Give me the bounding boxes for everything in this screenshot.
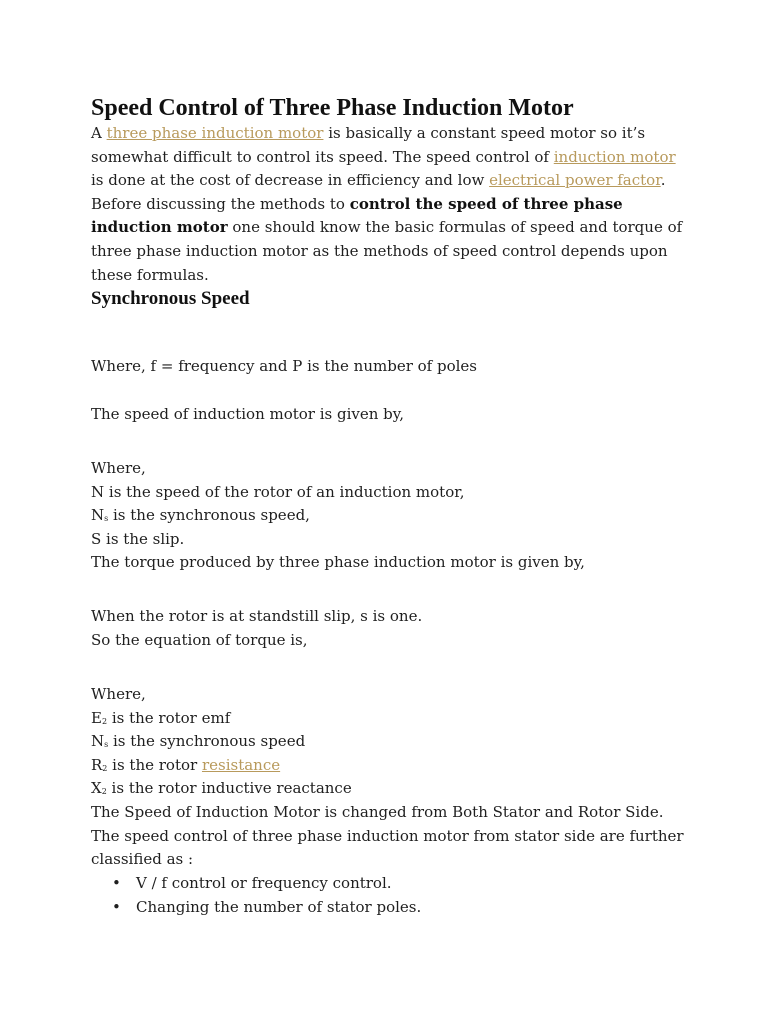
text-n-speed: N is the speed of the rotor of an induction motor, — [91, 482, 465, 501]
definitions-torque — [91, 683, 691, 872]
intro-text-4: . Before discussing the methods to — [91, 171, 666, 213]
intro-text-1: A — [91, 124, 107, 142]
text-ns-sub: s — [104, 514, 109, 524]
intro-bold-phrase: control the speed of three phase induction motor — [91, 194, 623, 237]
text-x2-sub: 2 — [101, 787, 107, 797]
text-ns2-main: N — [91, 732, 105, 751]
text-standstill: When the rotor is at standstill slip, s is one. — [91, 607, 423, 625]
list-item: • V / f control or frequency control. — [91, 872, 691, 896]
definitions-speed — [91, 457, 691, 575]
bullet-list — [91, 872, 691, 919]
text-where: Where, — [91, 459, 146, 477]
text-ns-main: N — [91, 506, 105, 525]
text-speed-changed: The Speed of Induction Motor is changed from Both Stator and Rotor Side. — [91, 802, 664, 821]
text-x2-main: X — [91, 779, 102, 798]
text-e2-main: E — [91, 708, 102, 727]
intro-text-3: is done at the cost of decrease in efficiency and low — [91, 171, 490, 190]
text-r2: is the rotor — [107, 755, 202, 774]
text-ns2: is the synchronous speed — [108, 732, 306, 751]
link-induction-motor[interactable]: induction motor — [553, 147, 676, 166]
text-e2: is the rotor emf — [107, 708, 231, 727]
standstill-paragraph — [91, 605, 691, 652]
text-slip: S is the slip. — [91, 529, 185, 548]
text-stator-side: The speed control of three phase induction motor from stator side are further classified as : — [91, 826, 684, 869]
intro-text-2: is basically a constant speed motor so it’s somewhat difficult to control its speed. The speed control of — [91, 124, 646, 166]
page-title: Speed Control of Three Phase Induction Motor — [91, 95, 574, 121]
text-where-frequency: Where, f = frequency and P is the number of poles — [91, 357, 477, 375]
text-ns2-sub: s — [104, 740, 109, 750]
text-ns: is the synchronous speed, — [108, 506, 310, 525]
text-r2-sub: 2 — [102, 763, 108, 773]
link-resistance[interactable]: resistance — [201, 755, 281, 774]
text-r2-main: R — [91, 755, 103, 774]
link-electrical-power-factor[interactable]: electrical power factor — [489, 171, 661, 190]
text-torque-given: The torque produced by three phase induction motor is given by, — [91, 553, 585, 572]
text-equation-torque: So the equation of torque is, — [91, 630, 308, 649]
text-x2: is the rotor inductive reactance — [106, 779, 352, 798]
intro-paragraph — [91, 122, 683, 287]
intro-text-5: one should know the basic formulas of speed and torque of three phase induction motor as the methods of speed control depends upon these formulas. — [91, 218, 683, 284]
list-item: • Changing the number of stator poles. — [91, 896, 691, 920]
text-where-2: Where, — [91, 685, 146, 703]
link-three-phase-induction-motor[interactable]: three phase induction motor — [106, 124, 324, 142]
heading-synchronous-speed: Synchronous Speed — [91, 288, 250, 309]
text-speed-given: The speed of induction motor is given by, — [91, 405, 405, 423]
text-e2-sub: 2 — [101, 716, 108, 726]
